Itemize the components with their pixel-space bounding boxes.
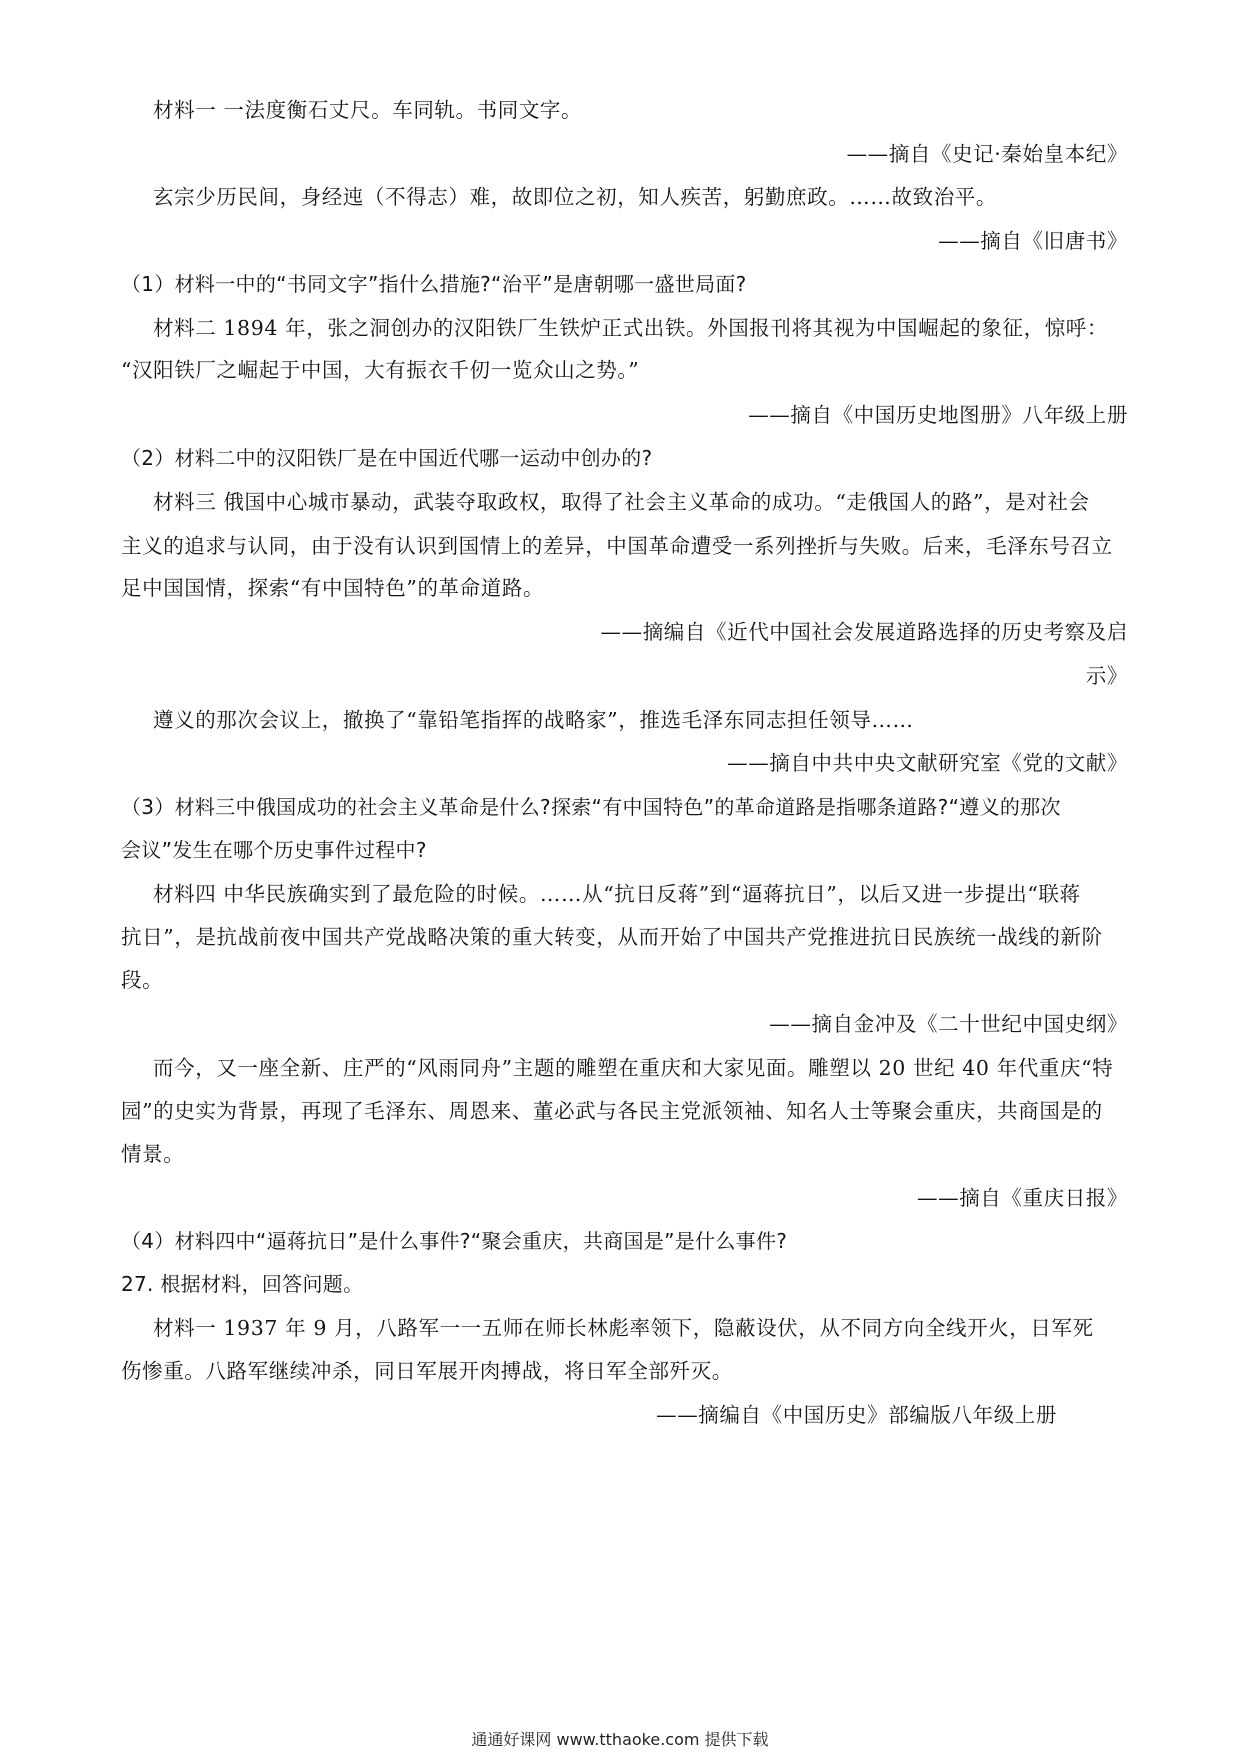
source-citation: ——摘自金冲及《二十世纪中国史纲》 [769,1012,1128,1036]
source-citation: ——摘自《重庆日报》 [917,1186,1128,1210]
material-4-text-2-cont: 情景。 [121,1142,185,1166]
question-4: （4）材料四中“逼蒋抗日”是什么事件?“聚会重庆，共商国是”是什么事件? [121,1229,788,1253]
material-4-text-2-cont: 园”的史实为背景，再现了毛泽东、周恩来、董必武与各民主党派领袖、知名人士等聚会重庆，共商国是的 [121,1099,1103,1123]
material-1-text-2: 玄宗少历民间，身经迍（不得志）难，故即位之初，知人疾苦，躬勤庶政。……故致治平。 [153,185,997,209]
material-3-text-cont: 主义的追求与认同，由于没有认识到国情上的差异，中国革命遭受一系列挫折与失败。后来，毛泽东号召立 [121,534,1113,558]
material-2-text-cont: “汉阳铁厂之崛起于中国，大有振衣千仞一览众山之势。” [121,358,640,382]
material-3-text: 材料三 俄国中心城市暴动，武装夺取政权，取得了社会主义革命的成功。“走俄国人的路”，是对社会 [153,490,1090,514]
source-citation: ——摘自《中国历史地图册》八年级上册 [748,403,1128,427]
source-citation: ——摘编自《中国历史》部编版八年级上册 [656,1403,1057,1427]
question-27-heading: 27. 根据材料，回答问题。 [121,1272,364,1296]
material-4-text-cont: 抗日”，是抗战前夜中国共产党战略决策的重大转变，从而开始了中国共产党推进抗日民族统一战线的新阶 [121,925,1103,949]
page-footer: 通通好课网 www.tthaoke.com 提供下载 [471,1730,769,1749]
material-2-text: 材料二 1894 年，张之洞创办的汉阳铁厂生铁炉正式出铁。外国报刊将其视为中国崛起的象征，惊呼： [153,316,1109,340]
source-citation: ——摘自中共中央文献研究室《党的文献》 [727,751,1128,775]
question-3-cont: 会议”发生在哪个历史事件过程中? [121,838,427,862]
source-citation: ——摘自《史记·秦始皇本纪》 [846,142,1128,166]
material-4-text-2: 而今，又一座全新、庄严的“风雨同舟”主题的雕塑在重庆和大家见面。雕塑以 20 世纪 40 年代重庆“特 [153,1056,1114,1080]
question-2: （2）材料二中的汉阳铁厂是在中国近代哪一运动中创办的? [121,446,653,470]
material-1-text: 材料一 一法度衡石丈尺。车同轨。书同文字。 [153,98,583,122]
q27-material-1-text-cont: 伤惨重。八路军继续冲杀，同日军展开肉搏战，将日军全部歼灭。 [121,1359,733,1383]
material-4-text: 材料四 中华民族确实到了最危险的时候。……从“抗日反蒋”到“逼蒋抗日”，以后又进一步提出“联蒋 [153,882,1081,906]
material-3-text-2: 遵义的那次会议上，撤换了“靠铅笔指挥的战略家”，推选毛泽东同志担任领导…… [153,708,914,732]
source-citation-cont: 示》 [1085,664,1128,688]
source-citation: ——摘自《旧唐书》 [938,229,1128,253]
material-4-text-cont: 段。 [121,968,164,992]
q27-material-1-text: 材料一 1937 年 9 月，八路军一一五师在师长林彪率领下，隐蔽设伏，从不同方向全线开火，日军死 [153,1316,1094,1340]
question-3: （3）材料三中俄国成功的社会主义革命是什么?探索“有中国特色”的革命道路是指哪条道路?“遵义的那次 [121,795,1061,819]
question-1: （1）材料一中的“书同文字”指什么措施?“治平”是唐朝哪一盛世局面? [121,272,747,296]
material-3-text-cont: 足中国国情，探索“有中国特色”的革命道路。 [121,576,545,600]
source-citation: ——摘编自《近代中国社会发展道路选择的历史考察及启 [600,620,1128,644]
